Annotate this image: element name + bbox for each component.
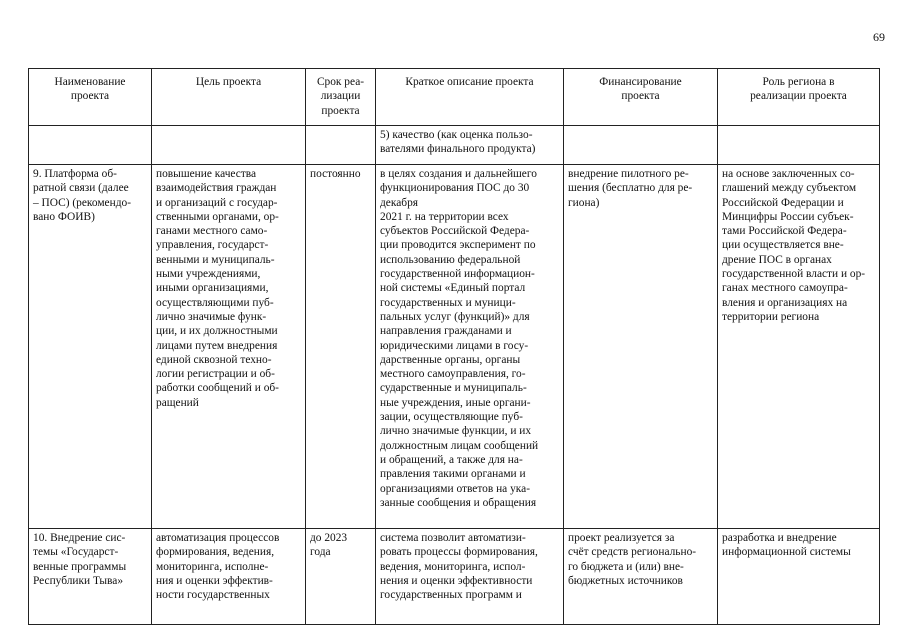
cell-text-line: 5) качество (как оценка пользо- [380, 129, 533, 141]
cell-text-line: ции, и их должностными [156, 325, 278, 338]
cell-text-line: вателями финального продукта) [380, 143, 536, 156]
cell-region-role [718, 165, 880, 529]
cell-text-line: повышение качества [156, 168, 257, 180]
cell-text-line: ции проводится эксперимент по [380, 239, 536, 252]
cell-description [376, 165, 564, 529]
cell-text-line: ганами местного само- [156, 225, 268, 238]
cell-text-line: государственной информацион- [380, 268, 535, 281]
cell-text-line: государственных программ и [380, 589, 522, 602]
cell-financing [564, 529, 718, 625]
cell-text-line: Роль региона в [762, 76, 835, 88]
cell-text-line: ведения, мониторинга, испол- [380, 560, 526, 573]
table-row [29, 529, 880, 625]
cell-text-line: темы «Государст- [33, 546, 119, 559]
header-region-role [718, 69, 880, 126]
cell-name [29, 126, 152, 165]
cell-text-line: 9. Платформа об- [33, 168, 117, 180]
cell-text-line: местного самоуправления, го- [380, 368, 526, 381]
cell-name [29, 529, 152, 625]
table-row [29, 165, 880, 529]
cell-text-line: Республики Тыва» [33, 574, 124, 587]
cell-text-line: пальных услуг (функций)» для [380, 310, 530, 323]
cell-text-line: внедрение пилотного ре- [568, 168, 689, 180]
projects-table [28, 68, 880, 625]
cell-text-line: проекта [70, 90, 110, 103]
cell-text-line: нения и оценки эффективности [380, 574, 533, 587]
header-financing [564, 69, 718, 126]
cell-text-line: государственной власти и ор- [722, 268, 866, 281]
cell-text-line: сударственные и муниципаль- [380, 382, 527, 395]
cell-text-line: венные программы [33, 560, 127, 573]
cell-text-line: Минцифры России субъек- [722, 210, 854, 223]
cell-text-line: проекта [621, 90, 660, 103]
cell-text-line: года [310, 546, 331, 559]
cell-text-line: лицами путем внедрения [156, 339, 278, 352]
table-row [29, 126, 880, 165]
cell-name [29, 165, 152, 529]
cell-description [376, 529, 564, 625]
cell-text-line: ращений [156, 396, 199, 409]
cell-term [306, 126, 376, 165]
cell-text-line: бюджетных источников [568, 574, 683, 587]
cell-text-line: работки сообщений и об- [156, 382, 279, 395]
cell-text-line: ственными органами, ор- [156, 210, 279, 223]
cell-text-line: вано ФОИВ) [33, 210, 95, 223]
header-description [376, 69, 564, 126]
cell-text-line: дарственные органы, органы [380, 353, 521, 366]
cell-goal [152, 529, 306, 625]
cell-financing [564, 165, 718, 529]
cell-text-line: ганах местного самоупра- [722, 282, 848, 295]
cell-text-line: информационной системы [722, 546, 851, 559]
cell-text-line: функционирования ПОС до 30 [380, 182, 530, 195]
cell-text-line: мониторинга, исполне- [156, 560, 269, 573]
cell-text-line: на основе заключенных со- [722, 168, 855, 180]
cell-text-line: ной системы «Единый портал [380, 282, 526, 295]
cell-text-line: должностным лицам сообщений [380, 439, 539, 452]
cell-text-line: ния и оценки эффектив- [156, 574, 273, 587]
cell-text-line: венными и муниципаль- [156, 253, 275, 266]
cell-description [376, 126, 564, 165]
cell-text-line: логии регистрации и об- [156, 368, 275, 381]
page-number: 69 [873, 30, 885, 44]
table-header-row [29, 69, 880, 126]
cell-text-line: Срок реа- [316, 76, 365, 88]
cell-text-line: юридическими лицами в госу- [380, 339, 529, 352]
cell-text-line: иными организациями, [156, 282, 269, 295]
cell-term [306, 529, 376, 625]
header-goal [152, 69, 306, 126]
cell-text-line: в целях создания и дальнейшего [380, 168, 537, 180]
cell-text-line: реализации проекта [750, 90, 847, 103]
cell-text-line: ровать процессы формирования, [380, 546, 538, 559]
cell-text-line: разработка и внедрение [722, 532, 837, 544]
cell-text-line: формирования, ведения, [156, 546, 275, 559]
cell-text-line: правления такими органами и [380, 468, 526, 481]
cell-text-line: использованию федеральной [380, 253, 521, 266]
cell-text-line: до 2023 [310, 532, 348, 544]
cell-text-line: государственных и муници- [380, 296, 516, 309]
cell-text-line: ности государственных [156, 589, 270, 602]
cell-text-line: 2021 г. на территории всех [380, 210, 509, 223]
cell-text-line: тами Российской Федера- [722, 225, 847, 238]
cell-text-line: Краткое описание проекта [405, 76, 534, 88]
cell-text-line: проекта [321, 104, 360, 117]
cell-financing [564, 126, 718, 165]
cell-text-line: лично значимые функ- [156, 310, 267, 323]
cell-text-line: осуществляющими пуб- [156, 296, 274, 309]
cell-text-line: направления гражданами и [380, 325, 512, 338]
cell-text-line: и организаций с государ- [156, 196, 278, 209]
cell-text-line: лизации [320, 90, 361, 103]
cell-text-line: автоматизация процессов [156, 532, 280, 544]
cell-text-line: счёт средств регионально- [568, 546, 697, 559]
cell-text-line: постоянно [310, 168, 361, 180]
cell-text-line: ции осуществляется вне- [722, 239, 844, 252]
cell-text-line: Российской Федерации и [722, 196, 844, 209]
cell-text-line: лично значимые функции, и их [380, 425, 532, 438]
cell-text-line: и обращений, а также для на- [380, 453, 523, 466]
cell-region-role [718, 126, 880, 165]
cell-text-line: – ПОС) (рекомендо- [33, 196, 131, 209]
cell-text-line: гиона) [568, 196, 600, 209]
cell-text-line: Наименование [54, 76, 126, 88]
cell-text-line: занные сообщения и обращения [380, 496, 537, 509]
cell-text-line: Финансирование [599, 76, 682, 88]
cell-term [306, 165, 376, 529]
cell-text-line: зации, осуществляющие пуб- [380, 411, 523, 424]
cell-text-line: управления, государст- [156, 239, 269, 252]
cell-text-line: единой сквозной техно- [156, 353, 272, 366]
cell-text-line: организациями ответов на ука- [380, 482, 530, 495]
cell-text-line: ные учреждения, иные органи- [380, 396, 531, 409]
cell-text-line: ратной связи (далее [33, 182, 129, 195]
cell-text-line: субъектов Российской Федера- [380, 225, 530, 238]
cell-text-line: взаимодействия граждан [156, 182, 277, 195]
cell-text-line: ными учреждениями, [156, 268, 261, 281]
cell-text-line: дрение ПОС в органах [722, 253, 832, 266]
header-name [29, 69, 152, 126]
header-term [306, 69, 376, 126]
cell-region-role [718, 529, 880, 625]
cell-text-line: глашений между субъектом [722, 182, 857, 195]
cell-text-line: 10. Внедрение сис- [33, 532, 126, 544]
cell-text-line: Цель проекта [195, 76, 262, 88]
cell-goal [152, 165, 306, 529]
cell-text-line: проект реализуется за [568, 532, 675, 544]
cell-text-line: система позволит автоматизи- [380, 532, 526, 544]
cell-text-line: го бюджета и (или) вне- [568, 560, 684, 573]
cell-text-line: декабря [380, 196, 418, 209]
cell-text-line: вления и организациях на [722, 296, 848, 309]
cell-text-line: территории региона [722, 310, 820, 323]
cell-goal [152, 126, 306, 165]
cell-text-line: шения (бесплатно для ре- [568, 182, 693, 195]
